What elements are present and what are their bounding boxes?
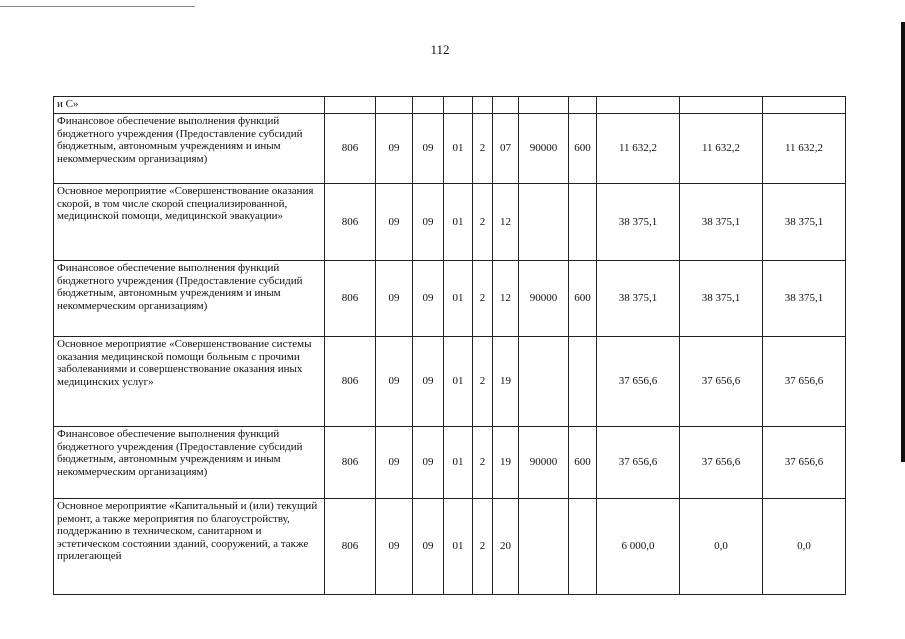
cell-event: 19 <box>493 427 519 499</box>
cell-event: 12 <box>493 261 519 337</box>
cell-ministry: 806 <box>325 337 376 427</box>
cell-subprogram: 2 <box>473 499 493 595</box>
cell-ministry: 806 <box>325 499 376 595</box>
table-row <box>54 97 846 114</box>
cell-ministry: 806 <box>325 114 376 184</box>
cell-amount-1: 37 656,6 <box>597 427 680 499</box>
cell-amount-1 <box>597 97 680 114</box>
cell-amount-3: 38 375,1 <box>763 261 846 337</box>
cell-amount-2 <box>680 97 763 114</box>
cell-section <box>376 97 413 114</box>
page-number: 112 <box>430 42 450 57</box>
cell-direction <box>519 97 569 114</box>
cell-subsection: 09 <box>413 114 444 184</box>
row-name: Финансовое обеспечение выполнения функций бюджетного учреждения (Предоставление субсидий бюджетным, автономным учреждениям и иным некоммерческим организациям) <box>54 261 325 337</box>
cell-ministry: 806 <box>325 427 376 499</box>
cell-amount-2: 0,0 <box>680 499 763 595</box>
cell-expense-type: 600 <box>569 114 597 184</box>
cell-amount-1: 6 000,0 <box>597 499 680 595</box>
cell-subprogram: 2 <box>473 261 493 337</box>
table-row <box>54 337 846 427</box>
cell-event: 20 <box>493 499 519 595</box>
row-name: Финансовое обеспечение выполнения функций бюджетного учреждения (Предоставление субсидий бюджетным, автономным учреждениям и иным некоммерческим организациям) <box>54 427 325 499</box>
cell-expense-type <box>569 184 597 261</box>
row-name: Финансовое обеспечение выполнения функций бюджетного учреждения (Предоставление субсидий бюджетным, автономным учреждениям и иным некоммерческим организациям) <box>54 114 325 184</box>
cell-amount-2: 38 375,1 <box>680 184 763 261</box>
cell-program: 01 <box>444 261 473 337</box>
cell-program: 01 <box>444 114 473 184</box>
cell-amount-2: 11 632,2 <box>680 114 763 184</box>
cell-amount-3: 11 632,2 <box>763 114 846 184</box>
cell-program: 01 <box>444 427 473 499</box>
cell-program: 01 <box>444 499 473 595</box>
cell-subprogram: 2 <box>473 114 493 184</box>
row-name: Основное мероприятие «Капитальный и (или) текущий ремонт, а также мероприятия по благоустройству, поддержанию в техническом, санитарном и эстетическом состоянии зданий, сооружений, а также прилегающей <box>54 499 325 595</box>
cell-amount-3: 0,0 <box>763 499 846 595</box>
row-name: и С» <box>54 97 325 114</box>
cell-expense-type <box>569 97 597 114</box>
cell-subprogram <box>473 97 493 114</box>
cell-subsection: 09 <box>413 499 444 595</box>
cell-event: 07 <box>493 114 519 184</box>
cell-direction: 90000 <box>519 114 569 184</box>
cell-subprogram: 2 <box>473 184 493 261</box>
table-row <box>54 114 846 184</box>
cell-amount-3: 37 656,6 <box>763 427 846 499</box>
cell-event: 19 <box>493 337 519 427</box>
cell-direction <box>519 337 569 427</box>
cell-subprogram: 2 <box>473 337 493 427</box>
cell-subsection <box>413 97 444 114</box>
cell-amount-1: 37 656,6 <box>597 337 680 427</box>
table-row <box>54 427 846 499</box>
cell-subsection: 09 <box>413 261 444 337</box>
cell-amount-2: 38 375,1 <box>680 261 763 337</box>
header-rule <box>0 6 195 7</box>
cell-expense-type <box>569 499 597 595</box>
row-name: Основное мероприятие «Совершенствование системы оказания медицинской помощи больным с прочими заболеваниями и совершенствование оказания иных медицинских услуг» <box>54 337 325 427</box>
cell-event <box>493 97 519 114</box>
cell-amount-3: 37 656,6 <box>763 337 846 427</box>
table-row <box>54 499 846 595</box>
budget-table <box>53 96 846 595</box>
cell-subsection: 09 <box>413 337 444 427</box>
cell-expense-type: 600 <box>569 427 597 499</box>
cell-direction <box>519 184 569 261</box>
table-row <box>54 184 846 261</box>
cell-section: 09 <box>376 499 413 595</box>
cell-ministry: 806 <box>325 184 376 261</box>
cell-event: 12 <box>493 184 519 261</box>
cell-amount-1: 38 375,1 <box>597 184 680 261</box>
cell-subprogram: 2 <box>473 427 493 499</box>
cell-expense-type <box>569 337 597 427</box>
cell-section: 09 <box>376 427 413 499</box>
cell-section: 09 <box>376 337 413 427</box>
cell-program: 01 <box>444 337 473 427</box>
cell-ministry <box>325 97 376 114</box>
cell-subsection: 09 <box>413 427 444 499</box>
cell-direction: 90000 <box>519 427 569 499</box>
cell-amount-3: 38 375,1 <box>763 184 846 261</box>
cell-amount-1: 38 375,1 <box>597 261 680 337</box>
cell-section: 09 <box>376 261 413 337</box>
scan-edge-bar <box>901 22 905 462</box>
cell-section: 09 <box>376 114 413 184</box>
cell-amount-3 <box>763 97 846 114</box>
cell-direction <box>519 499 569 595</box>
cell-direction: 90000 <box>519 261 569 337</box>
table-row <box>54 261 846 337</box>
cell-subsection: 09 <box>413 184 444 261</box>
cell-expense-type: 600 <box>569 261 597 337</box>
cell-program <box>444 97 473 114</box>
cell-program: 01 <box>444 184 473 261</box>
cell-amount-2: 37 656,6 <box>680 337 763 427</box>
cell-ministry: 806 <box>325 261 376 337</box>
cell-section: 09 <box>376 184 413 261</box>
row-name: Основное мероприятие «Совершенствование оказания скорой, в том числе скорой специализированной, медицинской помощи, медицинской эвакуации» <box>54 184 325 261</box>
cell-amount-2: 37 656,6 <box>680 427 763 499</box>
cell-amount-1: 11 632,2 <box>597 114 680 184</box>
